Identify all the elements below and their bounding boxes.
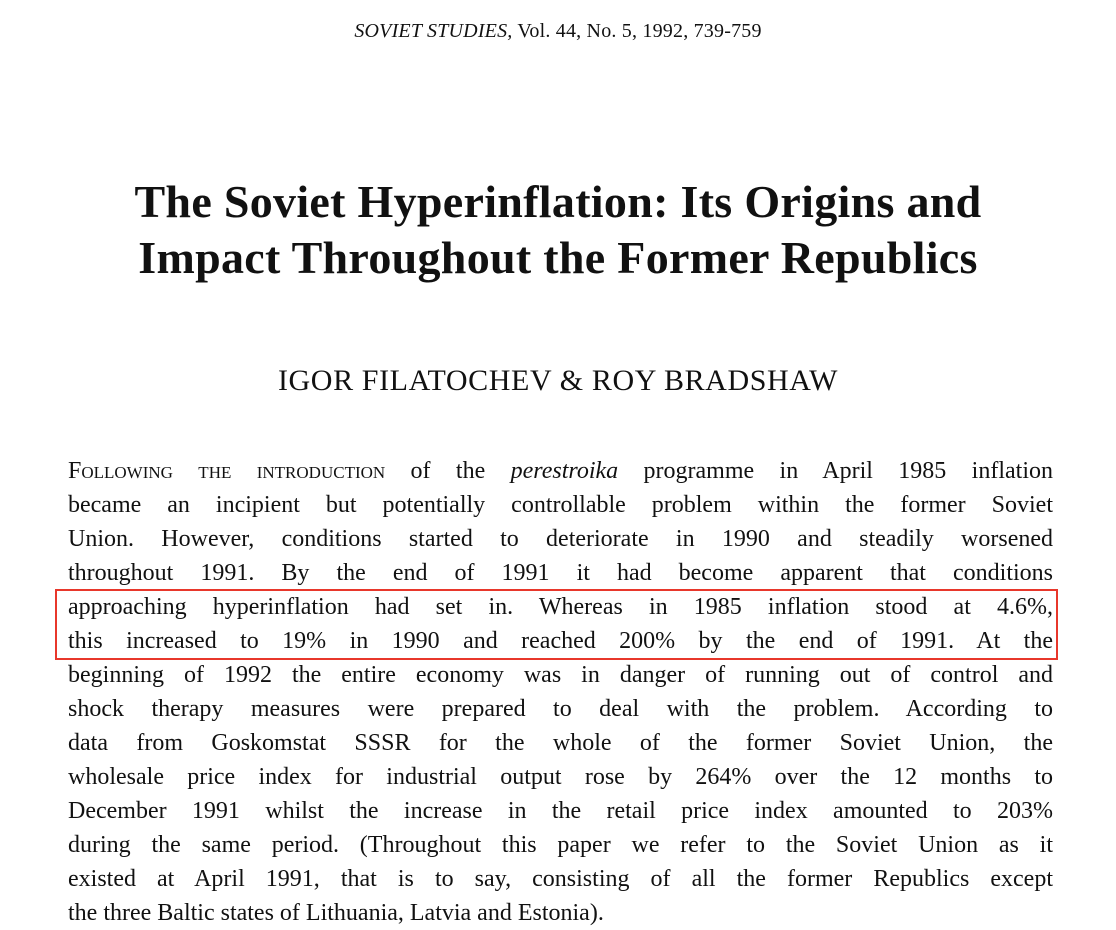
body-line-6-highlighted: this increased to 19% in 1990 and reached 200% by the end of 1991. At the [68,628,1053,654]
paper-title-line-1: The Soviet Hyperinflation: Its Origins and [134,176,982,227]
body-paragraph [68,454,1053,930]
body-line-4: throughout 1991. By the end of 1991 it had become apparent that conditions [68,560,1053,586]
lead-in-smallcaps: Following the introduction [68,458,386,484]
body-line-2: became an incipient but potentially controllable problem within the former Soviet [68,492,1053,518]
body-line-1 [68,454,1053,488]
body-line-1-mid: of the [385,458,511,484]
body-line-7: beginning of 1992 the entire economy was in danger of running out of control and [68,662,1053,688]
journal-name: SOVIET STUDIES, [354,20,513,42]
paper-authors: IGOR FILATOCHEV & ROY BRADSHAW [277,364,839,397]
journal-citation-header [0,20,1116,43]
body-line-10: wholesale price index for industrial output rose by 264% over the 12 months to [68,764,1053,790]
body-line-3: Union. However, conditions started to deteriorate in 1990 and steadily worsened [68,526,1053,552]
paper-title [0,174,1116,286]
body-line-9: data from Goskomstat SSSR for the whole of the former Soviet Union, the [68,730,1053,756]
body-line-13: existed at April 1991, that is to say, consisting of all the former Republics except [68,866,1053,892]
body-line-14: the three Baltic states of Lithuania, Latvia and Estonia). [68,900,604,926]
body-line-5-highlighted: approaching hyperinflation had set in. Whereas in 1985 inflation stood at 4.6%, [68,594,1053,620]
journal-citation: Vol. 44, No. 5, 1992, 739-759 [512,20,762,42]
body-line-11: December 1991 whilst the increase in the retail price index amounted to 203% [68,798,1053,824]
body-line-8: shock therapy measures were prepared to deal with the problem. According to [68,696,1053,722]
body-line-12: during the same period. (Throughout this paper we refer to the Soviet Union as it [68,832,1053,858]
body-line-1-end: programme in April 1985 inflation [618,458,1053,484]
italic-term: perestroika [510,458,619,484]
paper-title-line-2: Impact Throughout the Former Republics [138,232,978,283]
